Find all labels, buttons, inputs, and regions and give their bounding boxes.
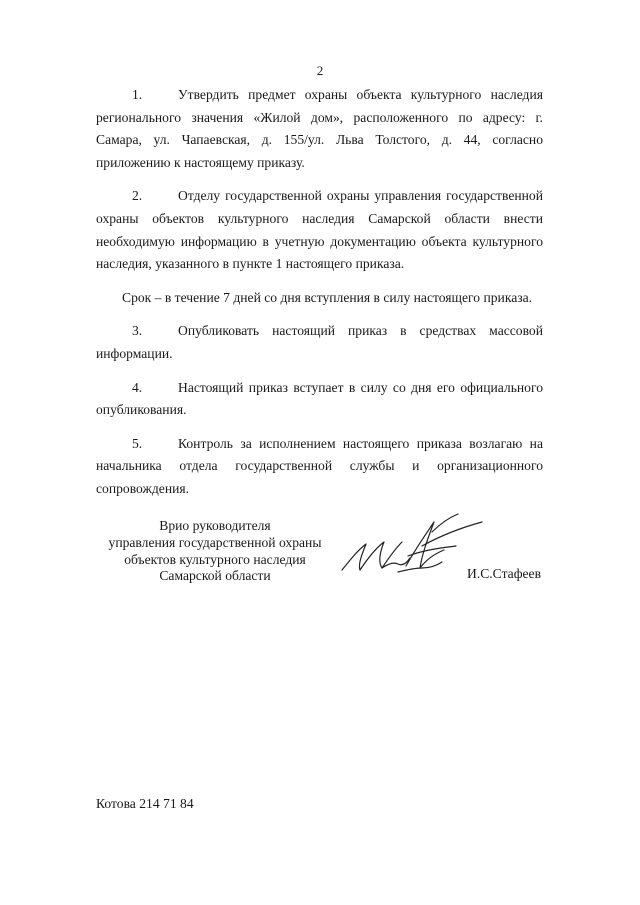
paragraph-text: Отделу государственной охраны управления государственной охраны объектов культурного наследия Самарской области внести необходимую информацию в учетную документацию объекта культурного наследия, указанного в пункте 1 настоящего приказа. <box>96 188 543 272</box>
paragraph-text: Контроль за исполнением настоящего приказа возлагаю на начальника отдела государственной службы и организационного сопровождения. <box>96 435 543 496</box>
paragraph-2 <box>96 185 543 275</box>
paragraph-text: Настоящий приказ вступает в силу со дня его официального опубликования. <box>96 379 543 418</box>
paragraph-number: 4. <box>132 379 143 395</box>
paragraph-4 <box>96 377 543 422</box>
signer-name: И.С.Стафеев <box>467 566 542 581</box>
paragraph-text: Опубликовать настоящий приказ в средствах массовой информации. <box>96 323 543 361</box>
paragraph-number: 5. <box>132 435 143 451</box>
signatory-title-line: управления государственной охраны <box>108 534 322 550</box>
paragraph-3 <box>96 320 543 365</box>
signatory-title-line: объектов культурного наследия <box>124 551 306 567</box>
executor-contact: Котова 214 71 84 <box>96 796 194 811</box>
signatory-title-line: Самарской области <box>159 568 271 584</box>
paragraph-text: Срок – в течение 7 дней со дня вступления в силу настоящего приказа. <box>122 289 533 305</box>
paragraph-number: 2. <box>132 188 143 204</box>
paragraph-5 <box>96 433 543 501</box>
page-number: 2 <box>316 63 324 78</box>
handwritten-signature <box>336 508 486 586</box>
paragraph-number: 3. <box>132 323 143 339</box>
signatory-title <box>60 518 370 585</box>
paragraph-text: Утвердить предмет охраны объекта культурного наследия регионального значения «Жилой дом», расположенного по адресу: г. Самара, ул. Чапаевская, д. 155/ул. Льва Толстого, д. 44, согласно приложению к настоящему приказу. <box>96 87 543 170</box>
order-body <box>96 84 543 512</box>
paragraph-number: 1. <box>132 87 143 102</box>
paragraph-deadline <box>96 287 543 310</box>
paragraph-1 <box>96 84 543 174</box>
signatory-title-line: Врио руководителя <box>159 518 271 533</box>
